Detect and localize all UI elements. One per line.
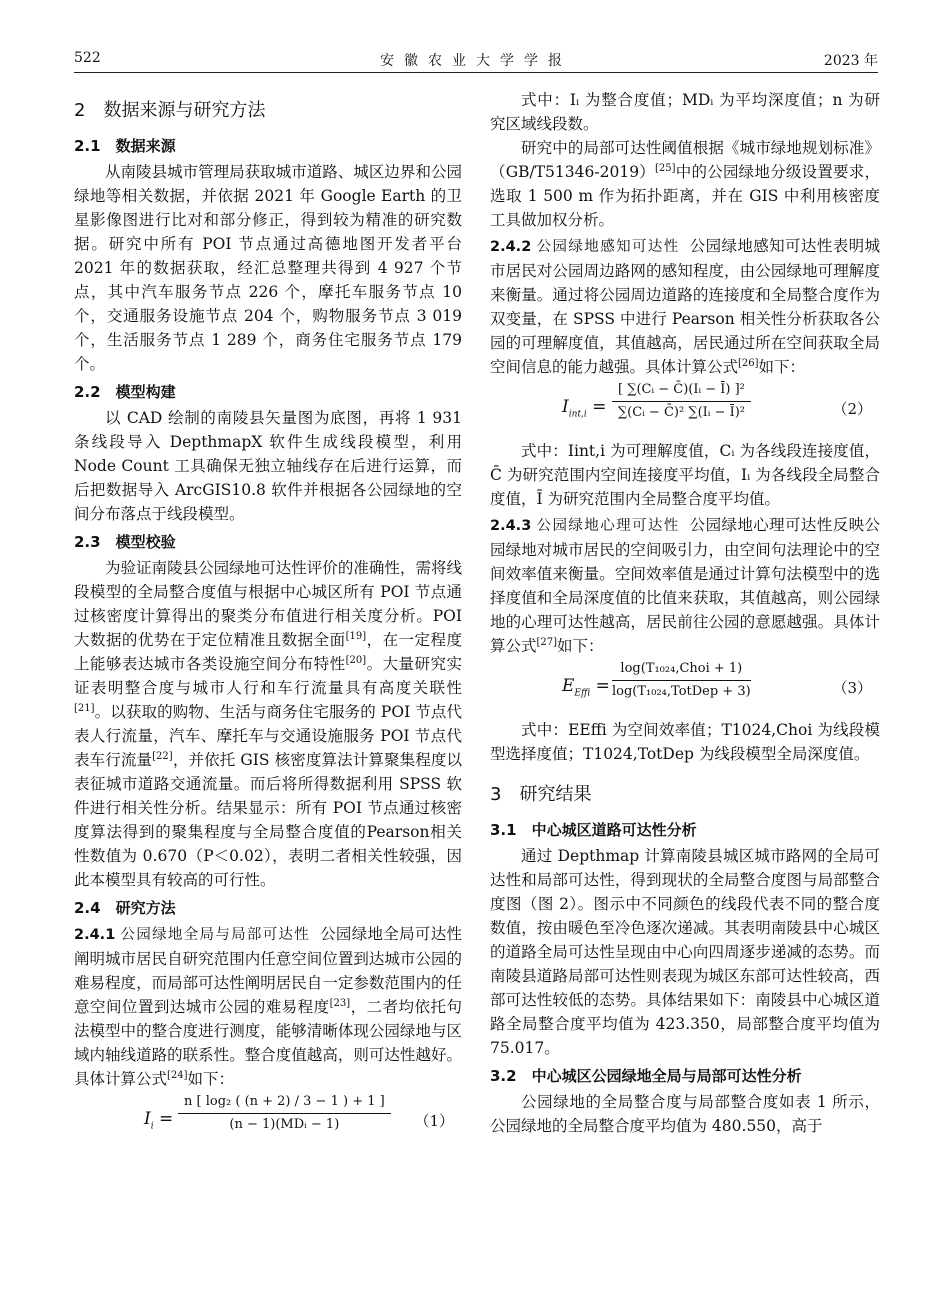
citation-22: [22] bbox=[152, 750, 173, 762]
section-3-2-title: 3.2 中心城区公园绿地全局与局部可达性分析 bbox=[490, 1067, 802, 1085]
eq-symbol: E bbox=[562, 676, 575, 696]
citation-27: [27] bbox=[536, 636, 558, 648]
equation-2-note: 式中：Iint,i 为可理解度值，Cᵢ 为各线段连接度值，C̄ 为研究范围内空间连接度平均值，Iᵢ 为各线段全局整合度值，Ī 为研究范围内全局整合度平均值。 bbox=[490, 442, 880, 508]
section-2-4-3-number: 2.4.3 bbox=[490, 518, 532, 534]
section-2-1-title: 2.1 数据来源 bbox=[74, 137, 176, 155]
equation-1-numerator: n [ log₂ ( (n + 2) / 3 − 1 ) + 1 ] bbox=[178, 1093, 391, 1114]
equation-1-lhs: $I_i$ = bbox=[144, 1109, 174, 1132]
year: 2023 年 bbox=[823, 53, 878, 69]
citation-19: [19] bbox=[345, 630, 367, 642]
equation-2 bbox=[490, 381, 880, 437]
section-2-4-1-paragraph bbox=[74, 922, 462, 1091]
equation-3-numerator: log(T₁₀₂₄,Choi + 1) bbox=[612, 660, 751, 681]
equation-1-fraction bbox=[178, 1093, 391, 1134]
section-3-2-paragraph: 公园绿地的全局整合度与局部整合度如表 1 所示，公园绿地的全局整合度平均值为 480.550，高于 bbox=[490, 1093, 880, 1135]
section-3-title: 3 研究结果 bbox=[490, 784, 592, 805]
section-2-4-2-paragraph bbox=[490, 234, 880, 379]
citation-25: [25] bbox=[655, 162, 676, 174]
text-run: 研究中的局部可达性阈值根据《城市绿地规划标准》（GB/T51346-2019） bbox=[490, 139, 880, 181]
citation-20: [20] bbox=[345, 654, 367, 666]
equation-1-denominator: (n − 1)(MDᵢ − 1) bbox=[229, 1117, 340, 1132]
text-run: ，在一定程度上能够表达城市各类设施空间分布特性 bbox=[74, 631, 462, 673]
text-run: 如下： bbox=[758, 358, 806, 376]
equation-2-lhs: $I_{int,i}$ = bbox=[562, 397, 607, 420]
local-threshold-paragraph bbox=[490, 136, 880, 232]
section-2-4-3-paragraph bbox=[490, 513, 880, 658]
section-2-4-3-title: 公园绿地心理可达性 bbox=[536, 518, 680, 534]
section-2-4-2-number: 2.4.2 bbox=[490, 239, 532, 255]
page-number: 522 bbox=[74, 50, 101, 66]
text-run: 公园绿地心理可达性反映公园绿地对城市居民的空间吸引力，由空间句法理论中的空间效率值来衡量。空间效率值是通过计算句法模型中的选择度值和全局深度值的比值来获取，其值越高，则公园绿地的心理可达性越高，居民前往公园的意愿越强。具体计算公式 bbox=[490, 516, 880, 655]
text-run: ，二者均依托句法模型中的整合度进行测度，能够清晰体现公园绿地与区域内轴线道路的联系性。整合度值越高，则可达性越好。具体计算公式 bbox=[74, 998, 462, 1088]
text-run: 如下： bbox=[187, 1070, 235, 1088]
text-run: 中的公园绿地分级设置要求，选取 1 500 m 作为拓扑距离，并在 GIS 中利用核密度工具做加权分析。 bbox=[490, 163, 880, 229]
equation-2-fraction bbox=[612, 381, 751, 422]
citation-23: [23] bbox=[329, 997, 351, 1009]
eq-subscript: int,i bbox=[568, 409, 587, 420]
text-run: 。以获取的购物、生活与商务住宅服务的 POI 节点代表人行流量，汽车、摩托车与交通设施服务 POI 节点代表车行流量 bbox=[74, 703, 462, 769]
section-2-2-title: 2.2 模型构建 bbox=[74, 383, 176, 401]
equation-1-number: （1） bbox=[414, 1112, 454, 1130]
text-run: 。大量研究实证表明整合度与城市人行和车行流量具有高度关联性 bbox=[74, 655, 462, 697]
right-column bbox=[490, 88, 880, 1138]
equation-2-denominator: ∑(Cᵢ − C̄)² ∑(Iᵢ − Ī)² bbox=[617, 405, 746, 420]
eq-subscript: Effi bbox=[574, 688, 591, 699]
citation-26: [26] bbox=[738, 357, 759, 369]
text-run: 公园绿地全局可达性阐明城市居民自研究范围内任意空间位置到达城市公园的难易程度，而局部可达性阐明居民自一定参数范围内的任意空间位置到达城市公园的难易程度 bbox=[74, 925, 462, 1016]
eq-subscript: i bbox=[150, 1121, 154, 1132]
section-2-4-title: 2.4 研究方法 bbox=[74, 899, 176, 917]
section-2-2-paragraph: 以 CAD 绘制的南陵县矢量图为底图，再将 1 931 条线段导入 DepthmapX 软件生成线段模型，利用 Node Count 工具确保无独立轴线存在后进行运算，而后把数据导入 ArcGIS10.8 软件并根据各公园绿地的空间分布落点于线段模型。 bbox=[74, 409, 462, 523]
equation-3-number: （3） bbox=[832, 679, 872, 697]
section-2-4-1-title: 公园绿地全局与局部可达性 bbox=[120, 927, 311, 943]
citation-21: [21] bbox=[74, 702, 95, 714]
text-run: 为验证南陵县公园绿地可达性评价的准确性，需将线段模型的全局整合度值与根据中心城区所有 POI 节点通过核密度计算得出的聚类分布值进行相关度分析。POI 大数据的优势在于定位精准且数据全面 bbox=[74, 559, 462, 649]
running-header bbox=[74, 50, 878, 72]
citation-24: [24] bbox=[167, 1069, 188, 1081]
equation-2-numerator: [ ∑(Cᵢ − C̄)(Iᵢ − Ī) ]² bbox=[612, 381, 751, 402]
eq-symbol: I bbox=[144, 1109, 151, 1129]
left-column bbox=[74, 88, 462, 1151]
section-2-4-1-number: 2.4.1 bbox=[74, 927, 116, 943]
equation-3-denominator: log(T₁₀₂₄,TotDep + 3) bbox=[612, 684, 751, 699]
section-2-4-2-title: 公园绿地感知可达性 bbox=[536, 239, 680, 255]
text-run: 公园绿地感知可达性表明城市居民对公园周边路网的感知程度，由公园绿地可理解度来衡量。通过将公园周边道路的连接度和全局整合度作为双变量，在 SPSS 中进行 Pearson 相关性分析获取各公园的可理解度值，其值越高，居民通过所在空间获取全局空间信息的能力越强。具体计算公式 bbox=[490, 237, 880, 376]
text-run: ，并依托 GIS 核密度算法计算聚集程度以表征城市道路交通流量。而后将所得数据利用 SPSS 软件进行相关性分析。结果显示：所有 POI 节点通过核密度算法得到的聚集程度与全局整合度值的Pearson相关性数值为 0.670（P＜0.02），表明二者相关性较强，因此本模型具有较高的可行性。 bbox=[74, 751, 462, 889]
section-2-3-paragraph bbox=[74, 556, 462, 892]
section-2-1-paragraph: 从南陵县城市管理局获取城市道路、城区边界和公园绿地等相关数据，并依据 2021 年 Google Earth 的卫星影像图进行比对和部分修正，得到较为精准的研究数据。研究中所有 POI 节点通过高德地图开发者平台 2021 年的数据获取，经汇总整理共得到 4 927 个节点，其中汽车服务节点 226 个，摩托车服务节点 10 个，交通服务设施节点 204 个，购物服务节点 3 019 个，生活服务节点 1 289 个，商务住宅服务节点 179 个。 bbox=[74, 163, 462, 373]
section-3-1-paragraph: 通过 Depthmap 计算南陵县城区城市路网的全局可达性和局部可达性，得到现状的全局整合度图与局部整合度图（图 2）。图示中不同颜色的线段代表不同的整合度数值，按由暖色至冷色逐次递减。其表明南陵县中心城区的道路全局可达性呈现由中心向四周逐步递减的态势。而南陵县道路局部可达性则表现为城区东部可达性较高，西部可达性较低的态势。具体结果如下：南陵县中心城区道路全局整合度平均值为 423.350，局部整合度平均值为 75.017。 bbox=[490, 847, 880, 1057]
equation-1-note: 式中：Iᵢ 为整合度值；MDᵢ 为平均深度值；n 为研究区域线段数。 bbox=[490, 91, 880, 133]
equation-3-fraction bbox=[612, 660, 751, 701]
equation-1 bbox=[74, 1093, 462, 1149]
text-run: 如下： bbox=[557, 637, 604, 655]
eq-symbol: I bbox=[562, 397, 569, 417]
header-rule bbox=[74, 72, 878, 73]
section-2-3-title: 2.3 模型校验 bbox=[74, 533, 176, 551]
section-2-title: 2 数据来源与研究方法 bbox=[74, 100, 266, 121]
equation-3-lhs: $E_{Effi}$ = bbox=[562, 676, 610, 699]
equation-3-note: 式中：EEffi 为空间效率值；T1024,Choi 为线段模型选择度值；T1024,TotDep 为线段模型全局深度值。 bbox=[490, 721, 880, 763]
section-3-1-title: 3.1 中心城区道路可达性分析 bbox=[490, 821, 697, 839]
journal-name: 安徽农业大学学报 bbox=[380, 53, 572, 69]
equation-2-number: （2） bbox=[832, 400, 872, 418]
equation-3 bbox=[490, 660, 880, 716]
